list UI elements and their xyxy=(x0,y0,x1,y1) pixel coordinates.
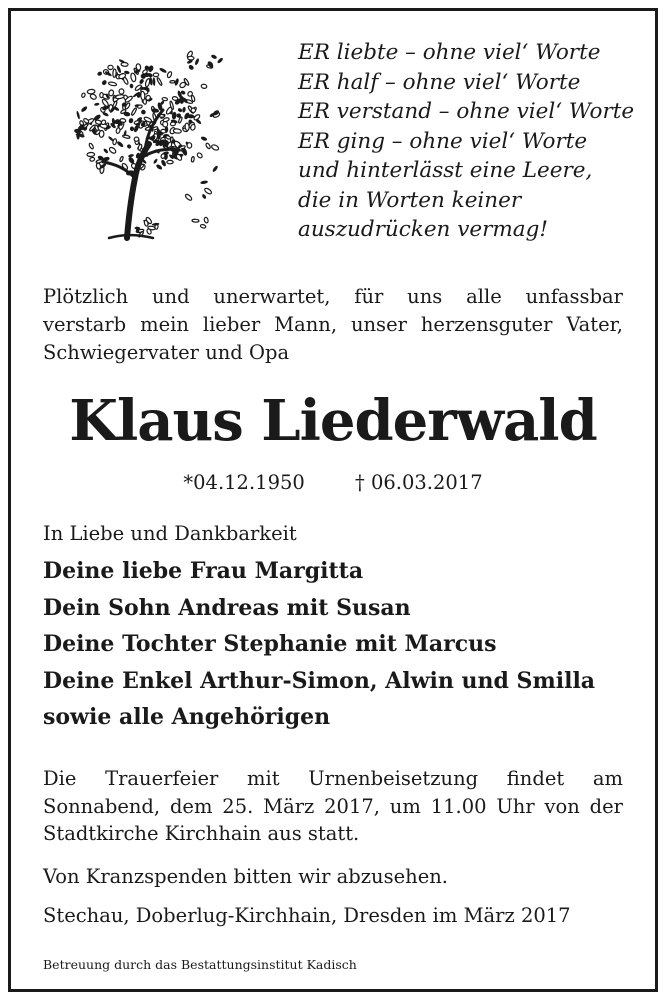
mourners-list xyxy=(43,553,643,736)
mourner-line: Deine liebe Frau Margitta xyxy=(43,558,364,584)
poem-line: ER verstand – ohne viel‘ Worte xyxy=(298,99,635,124)
mourners-lead: In Liebe und Dankbarkeit xyxy=(43,522,297,545)
mourner-line: Dein Sohn Andreas mit Susan xyxy=(43,594,411,621)
life-dates xyxy=(0,469,666,497)
service-line: Die Trauerfeier mit Urnenbeisetzung findet am xyxy=(43,767,623,790)
poem-line: und hinterlässt eine Leere, xyxy=(298,158,593,183)
birth-date: *04.12.1950 xyxy=(183,471,305,494)
service-line: Sonnabend, dem 25. März 2017, um 11.00 Uhr von der xyxy=(43,794,623,818)
intro-text xyxy=(43,283,623,367)
poem-line: ER half – ohne viel‘ Worte xyxy=(298,69,581,95)
poem-line: die in Worten keiner xyxy=(298,187,522,213)
service-line: Stadtkirche Kirchhain aus statt. xyxy=(43,822,360,845)
wreath-note: Von Kranzspenden bitten wir abzusehen. xyxy=(43,865,448,888)
mourner-line: Deine Tochter Stephanie mit Marcus xyxy=(43,631,497,657)
mourner-line: Deine Enkel Arthur-Simon, Alwin und Smilla xyxy=(43,667,596,694)
windblown-tree-icon xyxy=(45,38,225,243)
intro-line: verstarb mein lieber Mann, unser herzensguter Vater, xyxy=(43,313,623,336)
poem xyxy=(298,38,638,245)
death-date: † 06.03.2017 xyxy=(355,471,483,494)
poem-line: ER liebte – ohne viel‘ Worte xyxy=(298,40,601,65)
intro-line: Schwiegervater und Opa xyxy=(43,341,290,364)
deceased-name: Klaus Liederwald xyxy=(69,388,597,454)
funeral-home-credit: Betreuung durch das Bestattungsinstitut Kadisch xyxy=(43,957,357,972)
mourner-line: sowie alle Angehörigen xyxy=(43,704,331,730)
poem-line: ER ging – ohne viel‘ Worte xyxy=(298,128,588,154)
service-info xyxy=(43,765,623,848)
poem-line: auszudrücken vermag! xyxy=(298,217,548,242)
intro-line: Plötzlich und unerwartet, für uns alle unfassbar xyxy=(43,285,623,308)
place-date: Stechau, Doberlug-Kirchhain, Dresden im März 2017 xyxy=(43,904,571,927)
